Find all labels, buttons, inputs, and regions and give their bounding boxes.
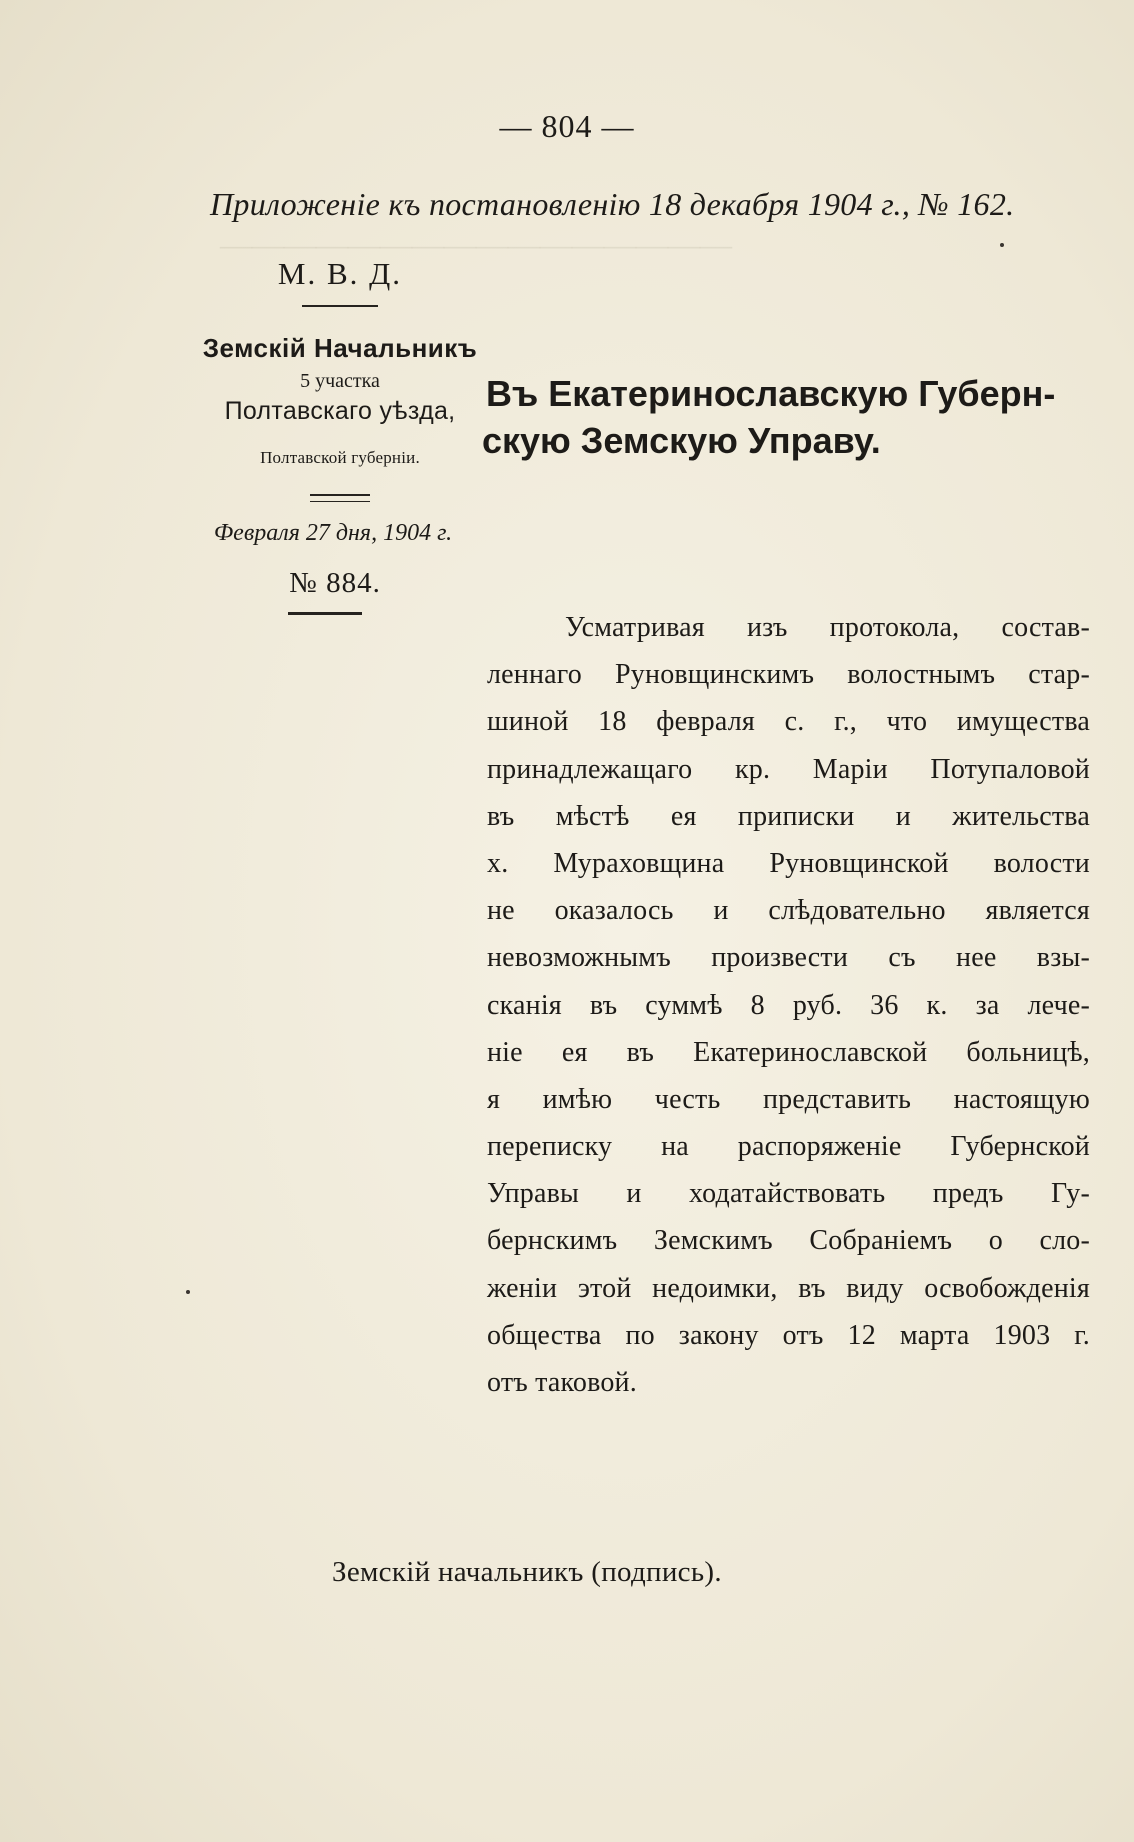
body-line: переписку на распоряженіе Губернской — [487, 1131, 1090, 1163]
body-line: отъ таковой. — [487, 1367, 637, 1398]
body-line: женіи этой недоимки, въ виду освобожденія — [487, 1272, 1090, 1304]
outgoing-number: № 884. — [289, 567, 381, 599]
letter-date: Февраля 27 дня, 1904 г. — [213, 520, 453, 546]
divider — [302, 305, 378, 307]
uezd: Полтавскаго уѣзда, — [224, 397, 456, 425]
divider-double-top — [310, 494, 370, 496]
body-line: общества по закону отъ 12 марта 1903 г. — [487, 1319, 1090, 1351]
body-line: сканія въ суммѣ 8 руб. 36 к. за лече- — [487, 989, 1090, 1021]
divider-double-bottom — [310, 501, 370, 503]
body-line: не оказалось и слѣдовательно является — [487, 895, 1090, 927]
body-line: я имѣю честь представить настоящую — [487, 1083, 1090, 1115]
body-line: ніе ея въ Екатеринославской больницѣ, — [487, 1036, 1090, 1068]
precinct: 5 участка — [300, 370, 380, 392]
body-line: Управы и ходатайствовать предъ Гу- — [487, 1178, 1090, 1210]
speck — [1000, 243, 1004, 247]
appendix-heading: Приложеніе къ постановленію 18 декабря 1904 г., № 162. — [210, 186, 1015, 222]
divider-thick — [288, 612, 362, 615]
addressee-line-1: Въ Екатеринославскую Губерн- — [486, 373, 1056, 414]
body-line: принадлежащаго кр. Маріи Потупаловой — [487, 753, 1090, 785]
body-line: шиной 18 февраля с. г., что имущества — [487, 706, 1090, 738]
body-line: бернскимъ Земскимъ Собраніемъ о сло- — [487, 1225, 1090, 1257]
body-line: невозможнымъ произвести съ нее взы- — [487, 942, 1090, 974]
bleed-through-lines: ―――――――――――――――― — [220, 226, 732, 262]
speck — [186, 1290, 190, 1294]
ministry-abbreviation: М. В. Д. — [277, 256, 403, 291]
body-line: Усматривая изъ протокола, состав- — [565, 612, 1090, 643]
body-line: х. Мураховщина Руновщинской волости — [487, 847, 1090, 879]
letter-body — [487, 604, 1090, 1406]
body-line: леннаго Руновщинскимъ волостнымъ стар- — [487, 659, 1090, 691]
guberniya: Полтавской губерніи. — [260, 448, 420, 467]
official-title: Земскій Начальникъ — [202, 333, 478, 363]
addressee — [482, 370, 1098, 464]
signature-line: Земскій начальникъ (подпись). — [332, 1556, 722, 1588]
body-line: въ мѣстѣ ея приписки и жительства — [487, 800, 1090, 832]
page-number: — 804 — — [499, 108, 635, 144]
sender-block — [170, 256, 510, 615]
addressee-line-2: скую Земскую Управу. — [482, 420, 881, 461]
